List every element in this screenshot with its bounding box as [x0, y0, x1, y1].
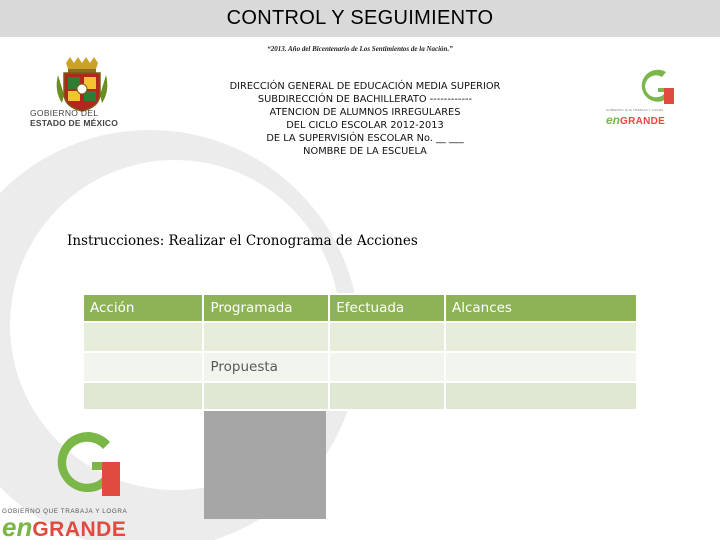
g-logo-icon [52, 428, 124, 500]
table-cell [83, 352, 203, 382]
table-cell [83, 322, 203, 352]
table-cell [329, 382, 445, 410]
header-line: DEL CICLO ESCOLAR 2012-2013 [286, 120, 444, 131]
title-bar [0, 0, 720, 37]
motto-text: “2013. Año del Bicentenario de Los Sentimientos de la Nación.” [267, 45, 453, 53]
table-header-row [83, 294, 637, 322]
header-line: SUBDIRECCIÓN DE BACHILLERATO ------------ [257, 94, 473, 105]
instructions-text: Instrucciones: Realizar el Cronograma de Acciones [67, 233, 418, 249]
header-line: DIRECCIÓN GENERAL DE EDUCACIÓN MEDIA SUPERIOR [229, 81, 501, 92]
table-cell [203, 322, 329, 352]
column-header: Efectuada [329, 294, 445, 322]
header-line: ATENCION DE ALUMNOS IRREGULARES [269, 107, 461, 118]
engrande-bottom-grande: GRANDE [32, 518, 127, 540]
engrande-bottom-en: en [2, 512, 33, 540]
engrande-top-wordmark [606, 113, 665, 127]
table-cell [329, 322, 445, 352]
engrande-bottom-wordmark [2, 512, 126, 540]
table-cell [203, 382, 329, 410]
table-cell [83, 382, 203, 410]
header-block [200, 80, 530, 158]
engrande-top-en: en [606, 113, 621, 127]
column-header: Alcances [445, 294, 637, 322]
table-cell [329, 352, 445, 382]
table-cell [445, 382, 637, 410]
table-cell [445, 322, 637, 352]
edomex-line1: GOBIERNO DEL [30, 108, 99, 118]
edomex-logo-text [22, 108, 142, 128]
header-line: NOMBRE DE LA ESCUELA [303, 146, 427, 157]
table-row [83, 322, 637, 352]
edomex-line2: ESTADO DE MÉXICO [30, 118, 119, 128]
decorative-gray-block [204, 409, 326, 519]
engrande-bottom-tagline: GOBIERNO QUE TRABAJA Y LOGRA [2, 508, 128, 515]
table-row [83, 382, 637, 410]
engrande-top-grande: GRANDE [620, 116, 666, 127]
header-line: DE LA SUPERVISIÓN ESCOLAR No. __ ___ [266, 133, 464, 144]
schedule-table [82, 293, 638, 411]
column-header: Programada [203, 294, 329, 322]
table-row [83, 352, 637, 382]
slide-title: CONTROL Y SEGUIMIENTO [226, 7, 494, 29]
table-cell [445, 352, 637, 382]
engrande-top-tagline: GOBIERNO QUE TRABAJA Y LOGRA [606, 108, 664, 112]
table-cell: Propuesta [203, 352, 329, 382]
column-header: Acción [83, 294, 203, 322]
